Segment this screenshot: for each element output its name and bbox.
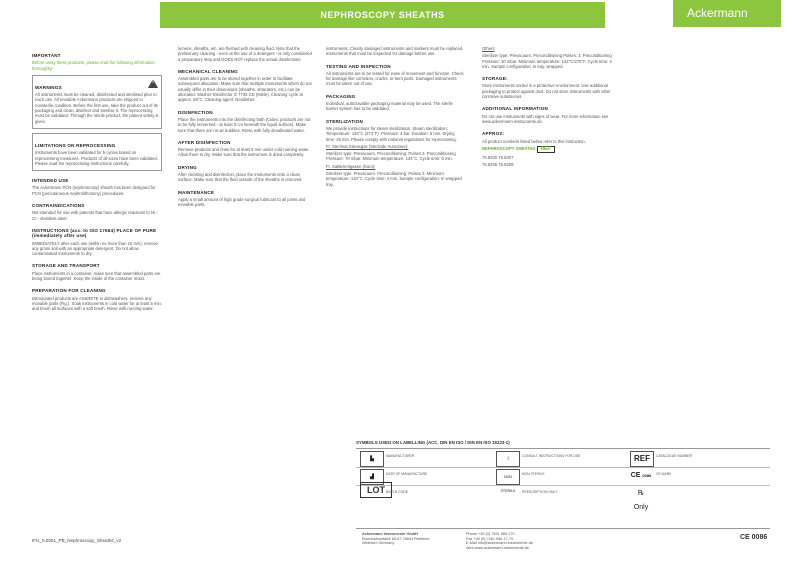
limitations-heading: LIMITATIONS ON REPROCESSING bbox=[35, 142, 116, 148]
additional-info-heading: ADDITIONAL INFORMATION bbox=[482, 106, 548, 112]
approx-text: All product numbers listed below refer to this instruction. bbox=[482, 138, 586, 144]
symbol-label: CE MARK bbox=[656, 472, 672, 476]
symbol-label: CONSULT INSTRUCTIONS FOR USE bbox=[522, 454, 581, 458]
symbol-label: PRESCRIPTION ONLY bbox=[522, 490, 558, 494]
sterilization-text: We provide instructions for steam sterilization. Steam sterilization: Temperature: 134°C (273°F). Pressure: 3 bar. Duration: 5 min. Drying time: 20 min. Please comply with national regulations for reprocessing. bbox=[326, 125, 457, 142]
email: E-Mail info@ackermann-instrumente.de bbox=[466, 541, 533, 546]
footer bbox=[356, 528, 770, 551]
maintenance-heading: MAINTENANCE bbox=[178, 189, 215, 195]
approx-heading: APPROX: bbox=[482, 131, 505, 137]
col3-intro: instruments. Clearly damaged instruments and markers must be replaced. Instruments that must be inspected for damage before use. bbox=[326, 46, 464, 57]
document-id: IFU_0.0001_PB_Nephroscopy_Sheaths_v2 bbox=[32, 538, 122, 543]
after-disinfection-heading: AFTER DISINFECTION bbox=[178, 139, 231, 145]
symbols-grid bbox=[356, 448, 770, 511]
preparation-heading: PREPARATION FOR CLEANING bbox=[32, 288, 106, 294]
disinfection-text: Place the instruments into the disinfecting bath (Cidex: products are not to be fully immersed - at least 5 cm beneath the liquid surface). Make sure that there are no air bubbles. Rinse with fully desalinated water. bbox=[178, 116, 311, 133]
others-label: Others bbox=[482, 46, 495, 51]
testing-text: All instruments are to be tested for ease of movement and function. Check for damage like corrosion, cracks, or bent parts. Damaged instruments must be taken out of use. bbox=[326, 70, 464, 87]
warnings-text: All instruments must be cleaned, disinfected and sterilised prior to each use. All reusable Ackermann products are shipped in nonsterile condition. Before the first use, take the product out of its packaging and clean, disinfect and sterilise it. The reprocessing must be validated. Through the sterile product, the patient safety is given. bbox=[35, 92, 159, 124]
symbol-row bbox=[356, 485, 770, 511]
mechanical-cleaning-heading: MECHANICAL CLEANING bbox=[178, 68, 238, 74]
column-1 bbox=[32, 46, 162, 314]
symbol-label: MANUFACTURER bbox=[386, 454, 415, 458]
phone: Phone +49 (0) 7461 966 170 bbox=[466, 532, 515, 536]
ref-icon: REF bbox=[537, 146, 555, 153]
drying-text: After cleaning and disinfection, place the instruments onto a clean surface. Make sure that the fluid outside of the sheaths is removed. bbox=[178, 172, 303, 183]
col2-intro: lumens, sheaths, etc. are flushed with cleaning fluid. Note that the preliminary cleaning - even at the use of a detergent - is only considered a preparatory step and DOES NOT replace the actual disinfection! bbox=[178, 46, 312, 62]
limitations-box bbox=[32, 133, 162, 171]
instructions-heading: INSTRUCTIONS (acc. to ISO 17664) PLACE OF PURE (immediately after use) bbox=[32, 227, 157, 239]
sterilizer-2-label: Fr. Sattlerentgasen (Euro): bbox=[326, 163, 376, 169]
instructions-text: IMMEDIATELY after each use (within no more than 15 min), remove any gross soil with an appropriate detergent. Do not allow contaminated instruments to dry. bbox=[32, 240, 158, 257]
brand-logo: Ackermann bbox=[673, 0, 781, 27]
packaging-text: Individual, autoclavable packaging material may be used. The sterile barrier system has to be validated. bbox=[326, 101, 453, 112]
ce-mark-icon: CE 0086 bbox=[740, 534, 768, 541]
contact-block bbox=[466, 532, 546, 550]
storage-transport-text: Place instruments in a container, make sure that assembled parts are being stored together. Keep the inside of the container moist. bbox=[32, 270, 161, 282]
product-line: 75.8206 75.8209 bbox=[482, 162, 514, 168]
company-address: Eisenbahnstraße 65-67 78604 Rietheim-Weilheim Germany bbox=[362, 536, 431, 546]
limitations-text: Instruments have been validated for 5 cycles based on reprocessing measures. Products of all sizes have been validated. Please read the reprocessing instructions carefully. bbox=[35, 150, 158, 166]
column-4 bbox=[482, 46, 617, 170]
website: Web www.ackermann-instrumente.de bbox=[466, 545, 530, 550]
lot-icon: LOT bbox=[360, 482, 392, 498]
company-name: Ackermann Instrumente GmbH bbox=[362, 532, 418, 536]
storage-transport-heading: STORAGE AND TRANSPORT bbox=[32, 263, 100, 269]
non-sterile-icon: NON STERILE bbox=[496, 469, 520, 485]
mechanical-cleaning-text: Assembled parts are to be stored together in order to facilitate subsequent allocation. Make sure that multiple instruments which do not usually differ in their dimensions (sheaths, obturators, etc.) can be allocated. Washer-Disinfector G 7735 CD (Miele). Cleaning cycle at approx. 55°C. Cleaning agent: Neodisher. bbox=[178, 76, 312, 103]
intended-use-heading: INTENDED USE bbox=[32, 178, 69, 184]
manufacturer-icon: ▙ bbox=[360, 451, 384, 467]
symbols-title: SYMBOLS USED ON LABELLING (ACC. DIN EN ISO / DIN EN ISO 15223-1) bbox=[356, 440, 510, 445]
top-bar bbox=[0, 0, 800, 30]
rx-only-icon: ℞ Only bbox=[633, 490, 649, 511]
fax: Fax +49 (0) 7461 966 17-70 bbox=[466, 536, 514, 541]
packaging-heading: PACKAGING bbox=[326, 93, 356, 99]
maintenance-text: Apply a small amount of high grade surgical lubricant to all joints and movable parts. bbox=[178, 196, 306, 208]
others-text: Sterilizer type: Prevacuum. Preconditioning Pulses: 3. Preconditioning Pressure: 30 mbar. Minimum temperature: 132°C/270°F. Cycle time: 4 min. Sample configuration: In tray, wrapped. bbox=[482, 53, 612, 69]
storage-text: Store instruments sorted in a protective environment. Use additional packaging to protect against dust. Do not store instruments with other corrosive substances. bbox=[482, 83, 611, 100]
sterilizer-1-label: Fr. Sterimat Steraxgas (Sterizide Autoclave): bbox=[326, 143, 409, 149]
symbol-label: BATCH CODE bbox=[386, 490, 408, 494]
preparation-text: Demounted products are ASKRETE in dishwashers, remove any movable parts (Fig.). Soak instruments in cold water for at least 5 min. and brush all surfaces with a soft brush. Rinse with running water. bbox=[32, 295, 162, 312]
symbol-label: DATE OF MANUFACTURE bbox=[386, 472, 428, 476]
products-label: NEPHROSCOPY SHEATHS REF bbox=[482, 146, 617, 153]
column-2 bbox=[178, 46, 314, 210]
date-manufacture-icon: ▟ bbox=[360, 469, 384, 485]
document-title: NEPHROSCOPY SHEATHS bbox=[160, 2, 605, 28]
important-heading: IMPORTANT bbox=[32, 53, 61, 58]
product-line: 75.8200 75.8207 bbox=[482, 155, 514, 161]
additional-info-text: Do not use instruments with signs of wear. For more information see www.ackermann-instrumente.de. bbox=[482, 113, 609, 124]
sterilizer-1-text: Sterilizer type: Prevacuum. Preconditioning: Pulses 3. Preconditioning Pressure: 70 mbar. Minimum temperature: 134°C. Cycle time: 5 min. bbox=[326, 151, 456, 162]
column-3 bbox=[326, 46, 464, 189]
symbol-label: NON STERILE bbox=[522, 472, 545, 476]
intended-use-text: The Ackermann PCN (nephroscopy) sheath has been designed for PCN (percutaneous nephrolithotomy) procedures. bbox=[32, 185, 156, 196]
important-text: Before using these products, please read the following information thoroughly! bbox=[32, 60, 155, 71]
sterilization-heading: STERILIZATION bbox=[326, 118, 363, 124]
sterilizer-2-text: Sterilizer type: Prevacuum. Preconditioning: Pulses 3. Minimum temperature: 134°C. Cycle time: 4 min. Sample configuration: In wrapped tray. bbox=[326, 171, 462, 187]
symbol-row bbox=[356, 449, 770, 468]
warning-triangle-icon bbox=[148, 79, 158, 88]
symbol-label: CATALOGUE NUMBER bbox=[656, 454, 693, 458]
warnings-box bbox=[32, 75, 162, 129]
disinfection-heading: DISINFECTION bbox=[178, 109, 213, 115]
drying-heading: DRYING bbox=[178, 164, 197, 170]
after-disinfection-text: Remove products and rinse for at least 5 min under cold running water. Allow them to dry. Make sure that the instrument is dried completely. bbox=[178, 147, 310, 158]
warnings-heading: WARNINGS bbox=[35, 84, 62, 90]
ce-mark-icon: CE 0086 bbox=[630, 472, 652, 479]
storage-heading: STORAGE: bbox=[482, 76, 508, 82]
contraindications-heading: CONTRAINDICATIONS bbox=[32, 203, 85, 209]
instructions-icon: i bbox=[496, 451, 520, 467]
testing-heading: TESTING AND INSPECTION bbox=[326, 63, 391, 69]
contraindications-text: Not intended for use with patients that have allergic reactions to Ni - Cr - stainless steel. bbox=[32, 210, 158, 221]
ref-icon: REF bbox=[630, 451, 654, 467]
company-block bbox=[362, 532, 442, 546]
